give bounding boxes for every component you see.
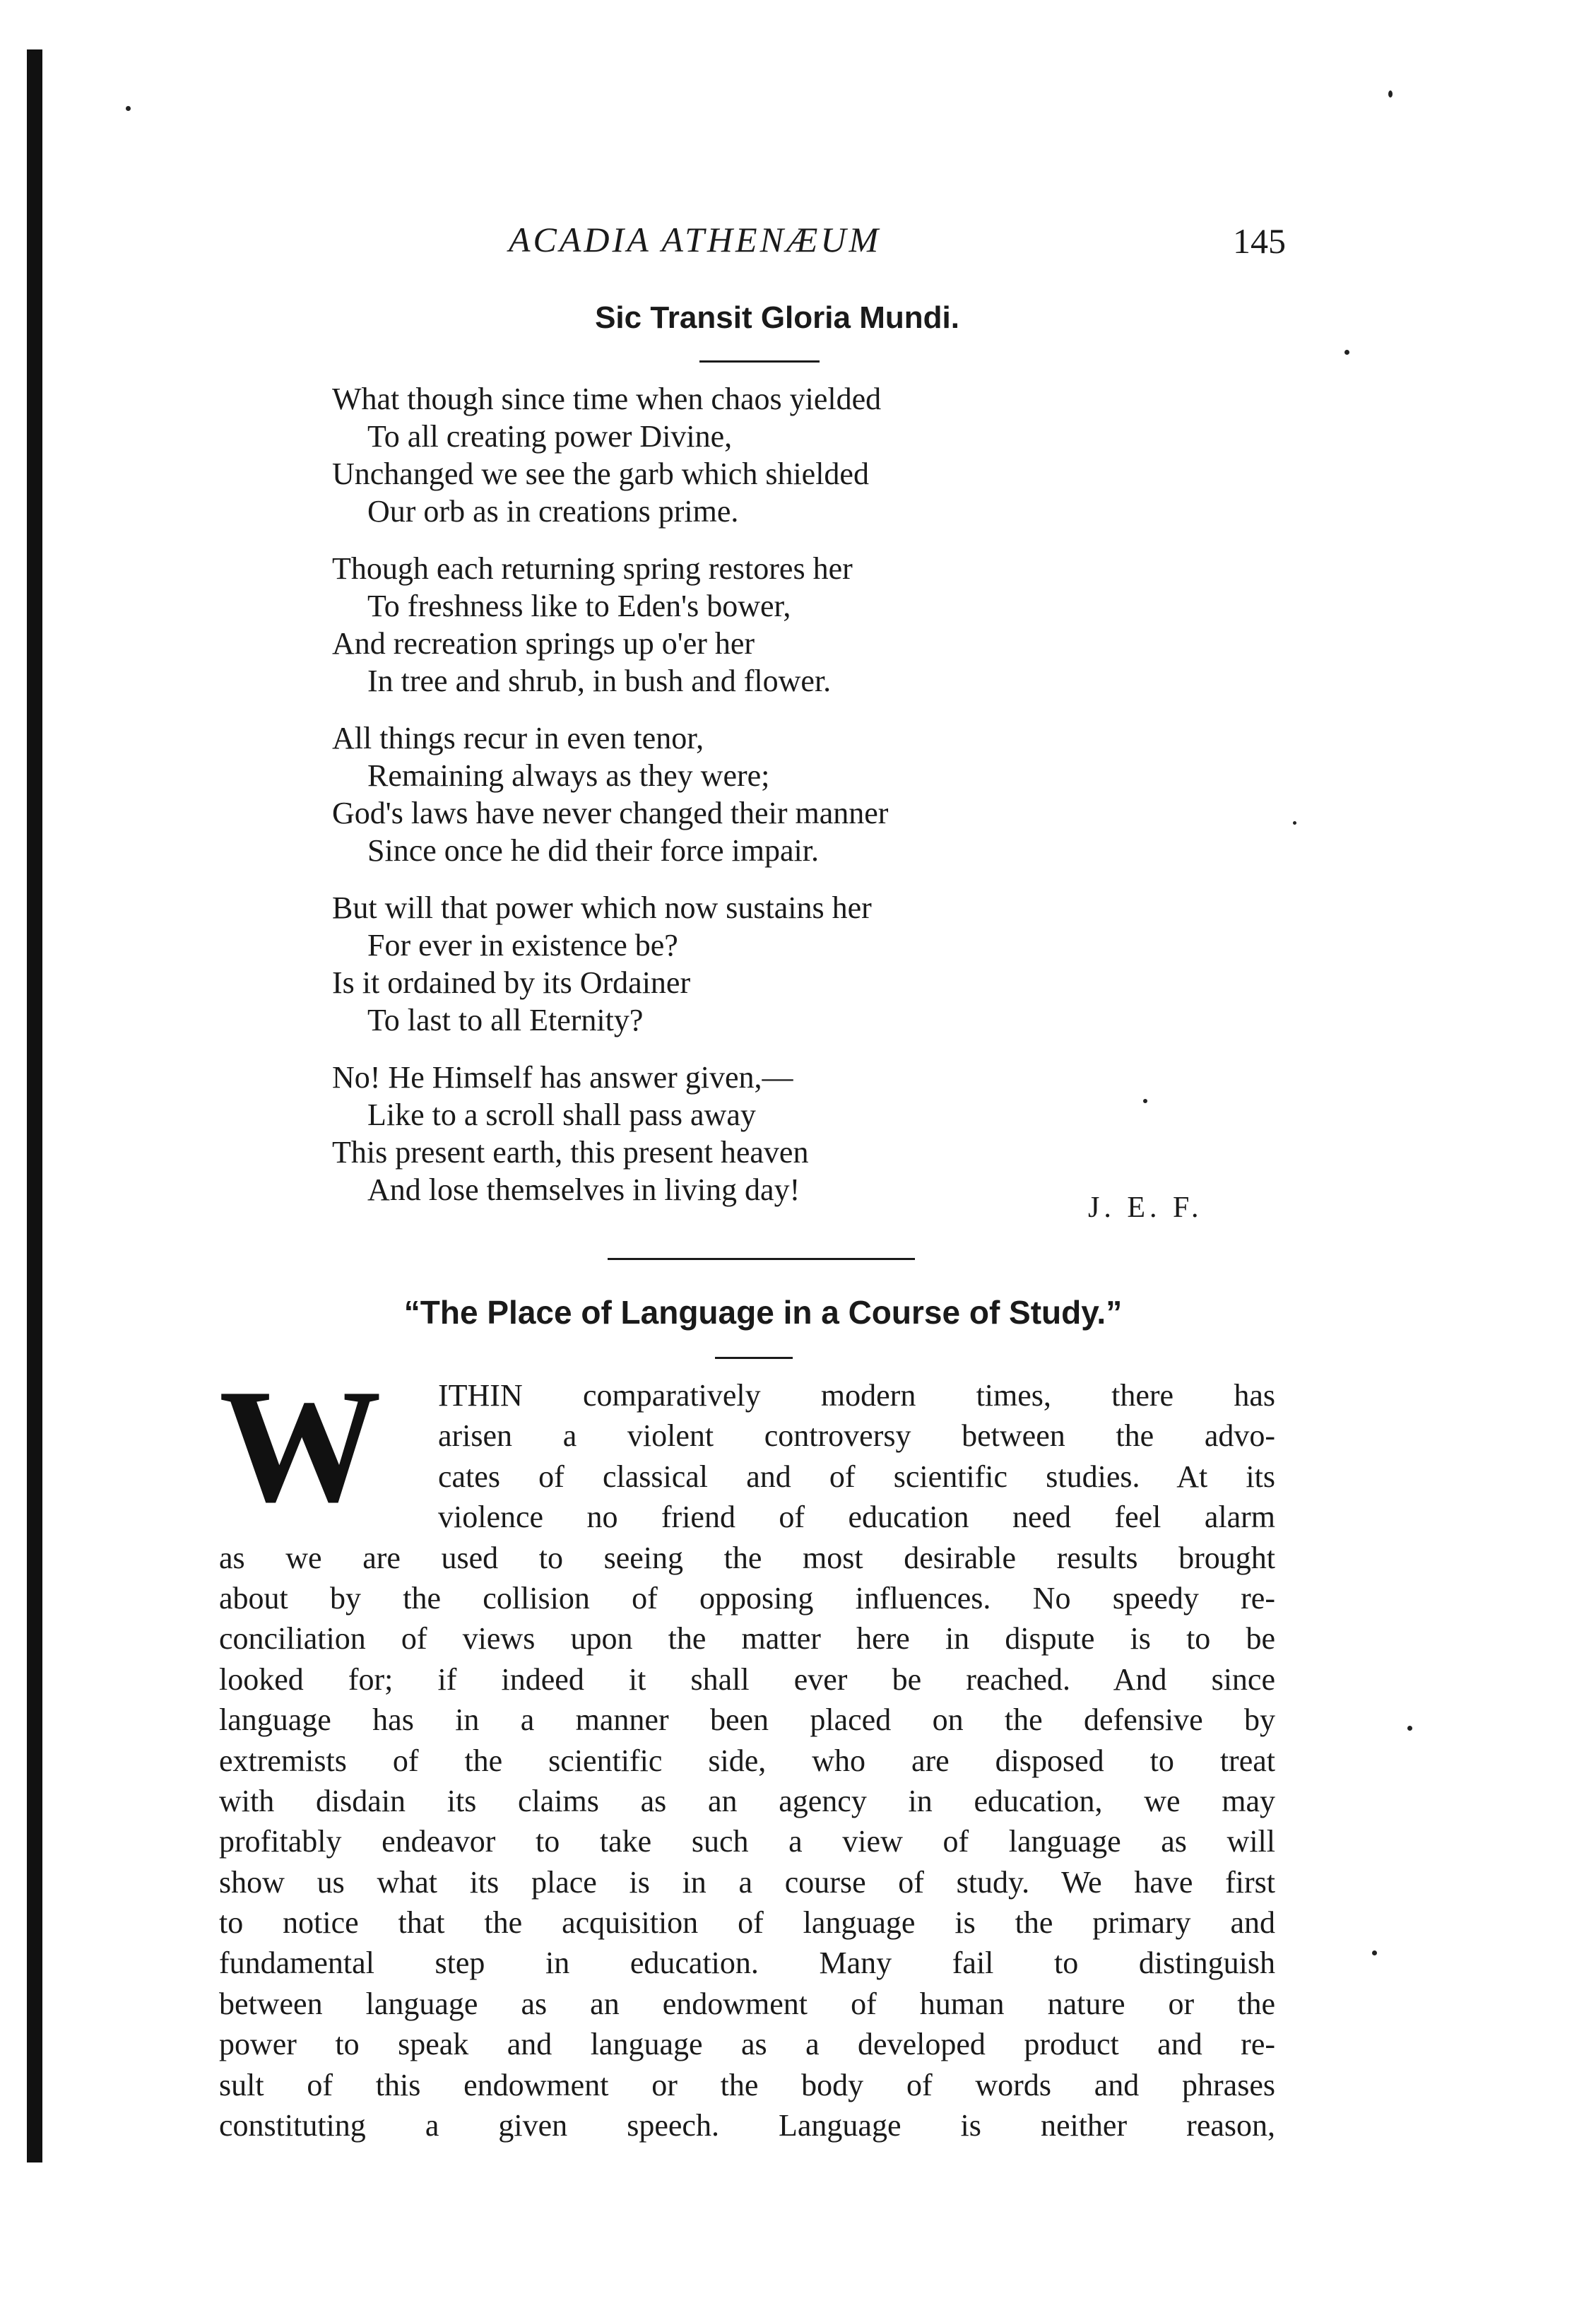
scan-speck — [1407, 1726, 1412, 1731]
binding-edge-shadow — [27, 49, 42, 2162]
article-body — [219, 1355, 1275, 2146]
body-line: looked for; if indeed it shall ever be reached. And since — [219, 1661, 1275, 1697]
scan-speck — [1388, 90, 1393, 98]
running-header — [495, 212, 1286, 276]
poem-title: Sic Transit Gloria Mundi. — [595, 300, 959, 335]
body-line: fundamental step in education. Many fail to distinguish — [219, 1946, 1275, 1981]
drop-cap-initial: W — [219, 1355, 360, 1536]
poem-line: All things recur in even tenor, — [332, 721, 704, 755]
poem-title-rule — [699, 360, 820, 363]
body-line: cates of classical and of scientific studies. At its — [438, 1459, 1275, 1494]
running-title: ACADIA ATHENÆUM — [509, 220, 882, 259]
poem-line: And lose themselves in living day! — [367, 1172, 800, 1207]
poem-stanza — [332, 889, 1180, 1039]
body-line: arisen a violent controversy between the advo- — [438, 1418, 1275, 1454]
scan-speck — [1293, 821, 1296, 825]
poem-line: Unchanged we see the garb which shielded — [332, 457, 869, 491]
body-line: as we are used to seeing the most desirable results brought — [219, 1540, 1275, 1575]
body-line: profitably endeavor to take such a view of language as will — [219, 1824, 1275, 1859]
poem-line: Though each returning spring restores her — [332, 551, 853, 586]
poem-line: To freshness like to Eden's bower, — [367, 589, 791, 623]
body-line: sult of this endowment or the body of words and phrases — [219, 2067, 1275, 2102]
body-line: constituting a given speech. Language is neither reason, — [219, 2108, 1275, 2143]
poem-line: In tree and shrub, in bush and flower. — [367, 664, 832, 698]
body-line: with disdain its claims as an agency in education, we may — [219, 1783, 1275, 1818]
section-divider-rule — [608, 1258, 915, 1260]
article-title-rule — [715, 1357, 793, 1359]
article-title: “The Place of Language in a Course of Study.” — [403, 1294, 1123, 1331]
body-line: extremists of the scientific side, who are disposed to treat — [219, 1743, 1275, 1778]
poem-line: Our orb as in creations prime. — [367, 494, 739, 529]
body-line: to notice that the acquisition of language is the primary and — [219, 1905, 1275, 1941]
poem-line: What though since time when chaos yielded — [332, 382, 882, 416]
scan-speck — [1372, 1950, 1377, 1955]
poem-line: And recreation springs up o'er her — [332, 626, 755, 661]
scan-speck — [126, 106, 131, 111]
scan-speck — [1344, 350, 1349, 355]
body-line: power to speak and language as a developed product and re- — [219, 2027, 1275, 2062]
poem-line: No! He Himself has answer given,— — [332, 1060, 793, 1095]
poem-line: To last to all Eternity? — [367, 1003, 644, 1037]
body-line: violence no friend of education need feel alarm — [438, 1500, 1275, 1535]
body-line: ITHIN comparatively modern times, there has — [438, 1378, 1275, 1413]
poem-line: For ever in existence be? — [367, 928, 678, 963]
poem-stanza — [332, 550, 1180, 700]
poem-line: But will that power which now sustains her — [332, 890, 872, 925]
poem-line: To all creating power Divine, — [367, 419, 733, 454]
poem-stanza — [332, 1059, 1180, 1208]
body-line: language has in a manner been placed on the defensive by — [219, 1702, 1275, 1738]
poem-line: Remaining always as they were; — [367, 758, 770, 793]
page-number: 145 — [1233, 221, 1286, 261]
poem-line: God's laws have never changed their manner — [332, 796, 889, 830]
body-line: conciliation of views upon the matter here in dispute is to be — [219, 1621, 1275, 1656]
body-line: show us what its place is in a course of study. We have first — [219, 1864, 1275, 1900]
poem-line: Like to a scroll shall pass away — [367, 1097, 756, 1132]
body-line: between language as an endowment of human nature or the — [219, 1986, 1275, 2021]
poem — [332, 380, 1180, 1228]
body-line: about by the collision of opposing influences. No speedy re- — [219, 1580, 1275, 1616]
poem-line: Since once he did their force impair. — [367, 833, 819, 868]
poem-line: Is it ordained by its Ordainer — [332, 965, 691, 1000]
poem-line: This present earth, this present heaven — [332, 1135, 809, 1170]
poem-signature: J. E. F. — [1088, 1191, 1203, 1224]
poem-stanza — [332, 380, 1180, 530]
poem-stanza — [332, 719, 1180, 869]
